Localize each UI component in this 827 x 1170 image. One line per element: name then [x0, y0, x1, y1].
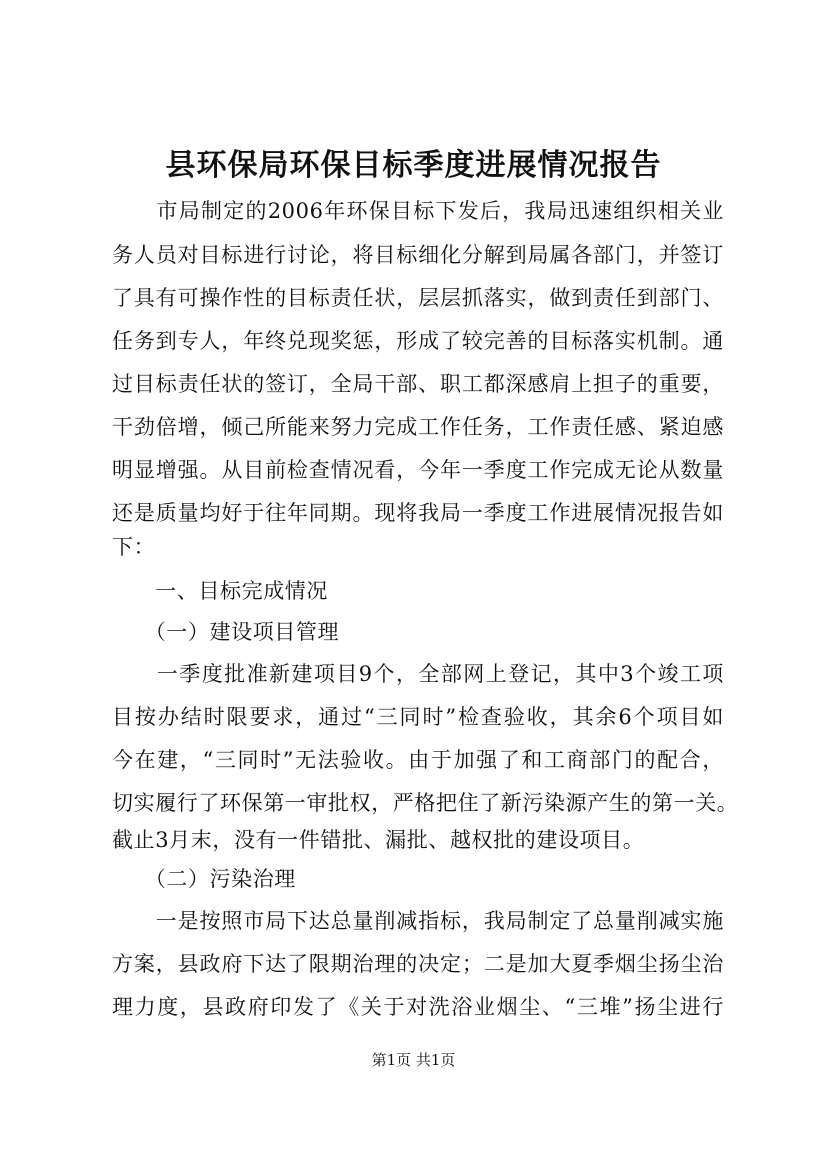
paragraph-line: 了具有可操作性的目标责任状，层层抓落实，做到责任到部门、 [112, 286, 724, 310]
page-footer: 第1页 共1页 [371, 1051, 456, 1069]
paragraph-line: 今在建，“三同时”无法验收。由于加强了和工商部门的配合， [112, 748, 724, 772]
paragraph-line: 任务到专人，年终兑现奖惩，形成了较完善的目标落实机制。通 [112, 329, 724, 353]
paragraph-line: 一季度批准新建项目9个，全部网上登记，其中3个竣工项 [112, 662, 724, 686]
document-title: 县环保局环保目标季度进展情况报告 [165, 148, 662, 183]
paragraph-line: 过目标责任状的签订，全局干部、职工都深感肩上担子的重要， [112, 372, 724, 396]
paragraph-line: 切实履行了环保第一审批权，严格把住了新污染源产生的第一关。 [112, 791, 739, 815]
paragraph-line: 方案，县政府下达了限期治理的决定；二是加大夏季烟尘扬尘治 [112, 952, 724, 976]
paragraph-line: 理力度，县政府印发了《关于对洗浴业烟尘、“三堆”扬尘进行 [112, 995, 724, 1019]
section-heading: 一、目标完成情况 [112, 579, 328, 603]
paragraph-line: 一是按照市局下达总量削减指标，我局制定了总量削减实施 [112, 909, 724, 933]
paragraph-line: 务人员对目标进行讨论，将目标细化分解到局属各部门，并签订 [112, 243, 724, 267]
paragraph-line: 市局制定的2006年环保目标下发后，我局迅速组织相关业 [112, 199, 724, 223]
subsection-heading: （一）建设项目管理 [112, 620, 340, 644]
paragraph-line: 下： [112, 535, 156, 559]
subsection-heading: （二）污染治理 [112, 867, 296, 891]
paragraph-line: 截止3月末，没有一件错批、漏批、越权批的建设项目。 [112, 828, 645, 852]
paragraph-line: 还是质量均好于往年同期。现将我局一季度工作进展情况报告如 [112, 501, 724, 525]
paragraph-line: 明显增强。从目前检查情况看，今年一季度工作完成无论从数量 [112, 458, 724, 482]
paragraph-line: 目按办结时限要求，通过“三同时”检查验收，其余6个项目如 [112, 705, 724, 729]
paragraph-line: 干劲倍增，倾己所能来努力完成工作任务，工作责任感、紧迫感 [112, 415, 724, 439]
